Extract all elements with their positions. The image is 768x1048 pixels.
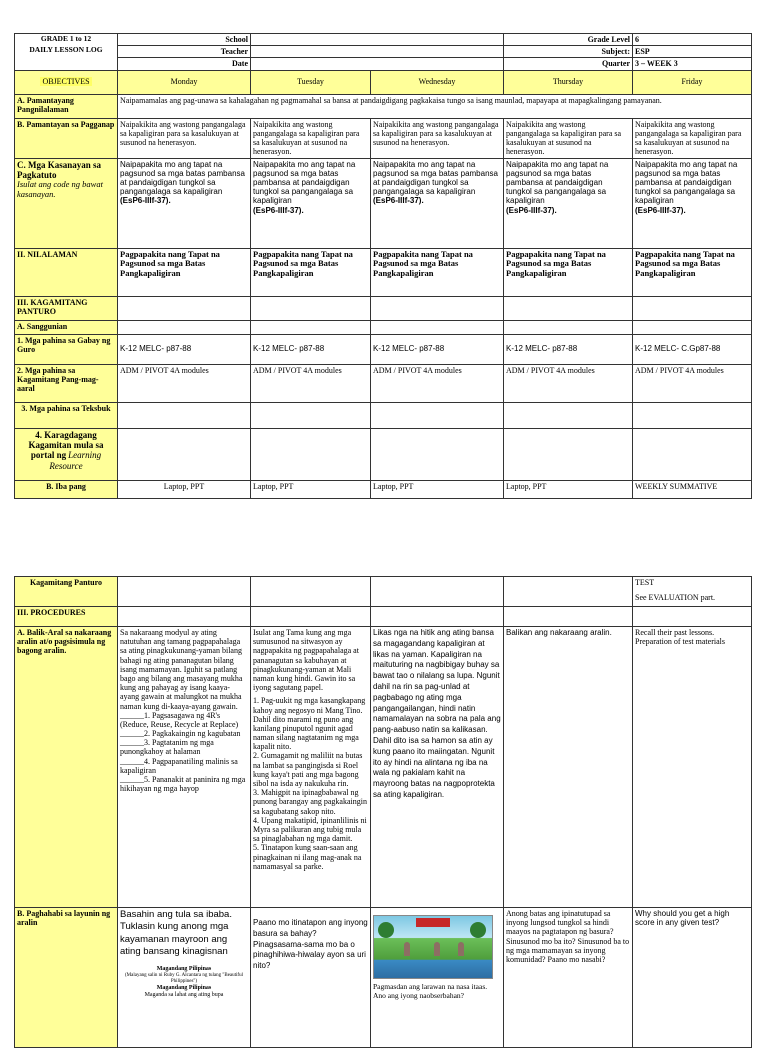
balik-aral-item: ______4. Pagpapanatiling malinis sa kapaligiran: [120, 756, 238, 775]
empty-cell: [118, 607, 251, 627]
person-shape: [404, 942, 410, 956]
empty-cell: [371, 577, 504, 607]
paghahabi-tuesday: Paano mo itinatapon ang inyong basura sa bahay? Pinagsasama-sama mo ba o pinaghihiwa-hiwalay ayon sa uri nito?: [251, 908, 371, 1048]
kasanayan-wednesday: [371, 158, 504, 248]
paghahabi-monday: [118, 908, 251, 1048]
balik-aral-wednesday: Likas nga na hitik ang ating bansa sa magagandang kapaligiran at likas na yaman. Kapaligiran na maituturing na nagbibigay buhay sa bawat tao o nilalang sa lupa. Ngunit dahil na rin sa pag-unlad at pagbabago ng ating mga pangangailangan, hindi natin namamalayan na sobra na pala ang pang-aabuso natin sa kalikasan. Dahil dito isa sa hamon sa atin ay kung paano ito maiingatan. Ngunit ito ay hindi na alintana ng iba na wala ng pakialam kahit na mayroong batas na nagpoprotekta sa ating kapaligiran.: [371, 627, 504, 908]
empty-cell: [251, 428, 371, 480]
kasanayan-sub: Isulat ang code ng bawat kasanayan.: [17, 179, 103, 200]
environment-picture: [373, 915, 493, 979]
school-value: [251, 34, 504, 46]
kasanayan-code: (EsP6-IIIf-37).: [120, 196, 171, 206]
kasanayan-friday: [633, 158, 752, 248]
nilalaman-friday: Pagpapakita nang Tapat na Pagsunod sa mga Batas Pangkapaligiran: [633, 248, 752, 296]
balik-aral-item: 3. Mahigpit na ipinagbabawal ng punong barangay ang pagkakaingin sa kagubatang sakop nito.: [253, 788, 367, 816]
empty-cell: [251, 296, 371, 320]
empty-cell: [633, 607, 752, 627]
empty-cell: [504, 577, 633, 607]
empty-cell: [118, 577, 251, 607]
school-label: School: [118, 34, 251, 46]
person-shape: [458, 942, 464, 956]
test-label: TEST: [635, 578, 655, 587]
date-value: [251, 58, 504, 70]
objectives-label: OBJECTIVES: [42, 77, 90, 87]
kasanayan-code: (EsP6-IIIf-37).: [253, 205, 304, 215]
poem-title: Magandang Pilipinas: [156, 966, 212, 973]
kasanayan-code: (EsP6-IIIf-37).: [373, 196, 424, 206]
subject-value: ESP: [633, 46, 752, 58]
date-label: Date: [118, 58, 251, 70]
pagganap-tuesday: Naipakikita ang wastong pangangalaga sa kapaligiran para sa kasalukuyan at susunod na henerasyon.: [251, 118, 371, 158]
pagganap-friday: Naipakikita ang wastong pangangalaga sa kapaligiran para sa kasalukuyan at susunod na henerasyon.: [633, 118, 752, 158]
gabay-wednesday: K-12 MELC- p87-88: [371, 334, 504, 364]
teacher-value: [251, 46, 504, 58]
pang-mag-aaral-monday: ADM / PIVOT 4A modules: [118, 364, 251, 402]
teksbuk-label: 3. Mga pahina sa Teksbuk: [15, 402, 118, 428]
empty-cell: [118, 296, 251, 320]
balik-aral-item: 2. Gumagamit ng maliliit na butas na lambat sa pangingisda si Roel kung kaya't pati ang mga bagong sibol na isda ay nakukuha rin.: [253, 751, 363, 788]
poem-line: Maganda sa lahat ang ating bupa: [144, 991, 224, 998]
empty-cell: [633, 428, 752, 480]
empty-cell: [504, 607, 633, 627]
karagdagang-kagamitan-cell: [15, 428, 118, 480]
empty-cell: [633, 402, 752, 428]
balik-aral-tuesday: [251, 627, 371, 908]
sanggunian-label: A. Sanggunian: [15, 320, 118, 334]
kasanayan-text: Naipapakita mo ang tapat na pagsunod sa mga batas pambansa at pandaigdigan tungkol sa pangangalaga sa kapaligiran: [253, 159, 356, 206]
day-header-wednesday: Wednesday: [371, 70, 504, 94]
kasanayan-tuesday: [251, 158, 371, 248]
gabay-friday: K-12 MELC- C.Gp87-88: [633, 334, 752, 364]
grade-range: GRADE 1 to 12: [40, 34, 92, 43]
iba-pang-wednesday: Laptop, PPT: [371, 480, 504, 498]
evaluation-note: See EVALUATION part.: [635, 593, 716, 603]
empty-cell: [504, 428, 633, 480]
empty-cell: [633, 296, 752, 320]
nilalaman-monday: Pagpapakita nang Tapat na Pagsunod sa mga Batas Pangkapaligiran: [118, 248, 251, 296]
balik-aral-intro: Sa nakaraang modyul ay ating natutuhan ang tamang pagpapahalaga sa ating pinagkukunang-yaman bilang bahagi ng ating pananagutan bilang isang mamamayan. Iguhit sa patlang bago ang bilang ang masayang mukha kung ang pahayag ay isang kaaya-ayang gawain at malungkot na mukha naman kung di-kaaya-ayang gawain.: [120, 628, 243, 711]
procedures-label: III. PROCEDURES: [15, 607, 118, 627]
balik-aral-item: ______5. Pananakit at paninira ng mga hikihayan ng mga hayop: [120, 775, 246, 794]
empty-cell: [371, 320, 504, 334]
paghahabi-friday: Why should you get a high score in any given test?: [633, 908, 752, 1048]
balik-aral-item: 4. Upang makatipid, ipinanlilinis ni Myra sa palikuran ang tubig mula sa pinaglabahan ng mga damit.: [253, 815, 367, 844]
kasanayan-label: C. Mga Kasanayan sa Pagkatuto: [17, 159, 102, 180]
poem-title-2: Magandang Pilipinas: [156, 984, 212, 991]
kasanayan-text: Naipapakita mo ang tapat na pagsunod sa mga batas pambansa at pandaigdigan tungkol sa pangangalaga sa kapaligiran: [506, 159, 609, 206]
balik-aral-item: ______1. Pagsasagawa ng 4R's (Reduce, Reuse, Recycle at Replace): [120, 710, 239, 729]
kagamitang-panturo-label-2: Kagamitang Panturo: [15, 577, 118, 607]
grade-level-label: Grade Level: [504, 34, 633, 46]
empty-cell: [251, 402, 371, 428]
nilalaman-tuesday: Pagpapakita nang Tapat na Pagsunod sa mga Batas Pangkapaligiran: [251, 248, 371, 296]
balik-aral-friday: Recall their past lessons. Preparation of test materials: [633, 627, 752, 908]
paghahabi-thursday: Anong batas ang ipinatutupad sa inyong lungsod tungkol sa hindi maayos na pagtatapon ng basura? Sinusunod mo ba ito? Sinusunod ba to ng mga mamamayan sa inyong komunidad? Paano mo nasabi?: [504, 908, 633, 1048]
lesson-log-table-procedures: [14, 576, 752, 1048]
kasanayan-text: Naipapakita mo ang tapat na pagsunod sa mga batas pambansa at pandaigdigan tungkol sa pangangalaga sa kapaligiran: [635, 159, 738, 206]
balik-aral-item: 1. Pag-uukit ng mga kasangkapang kahoy ang negosyo ni Mang Tino. Dahil dito marami ng puno ang kanilang pinuputol ngunit agad naman silang nagtatanim ng mga kapalit nito.: [253, 696, 366, 752]
iba-pang-label: B. Iba pang: [15, 480, 118, 498]
pamantayang-pangnilalaman-label: A. Pamantayang Pangnilalaman: [15, 94, 118, 118]
empty-cell: [251, 320, 371, 334]
nilalaman-thursday: Pagpapakita nang Tapat na Pagsunod sa mga Batas Pangkapaligiran: [504, 248, 633, 296]
kasanayan-label-cell: [15, 158, 118, 248]
grade-level-value: 6: [633, 34, 752, 46]
pamantayan-sa-pagganap-label: B. Pamantayan sa Pagganap: [15, 118, 118, 158]
log-title: DAILY LESSON LOG: [29, 44, 103, 54]
empty-cell: [118, 402, 251, 428]
iba-pang-tuesday: Laptop, PPT: [251, 480, 371, 498]
kasanayan-thursday: [504, 158, 633, 248]
tree-shape: [378, 922, 394, 938]
gabay-monday: K-12 MELC- p87-88: [118, 334, 251, 364]
empty-cell: [504, 402, 633, 428]
kasanayan-text: Naipapakita mo ang tapat na pagsunod sa mga batas pambansa at pandaigdigan tungkol sa pangangalaga sa kapaligiran: [373, 159, 498, 197]
paghahabi-intro: Basahin ang tula sa ibaba. Tuklasin kung anong mga kayamanan mayroon ang ating bansang kinagisnan: [120, 909, 232, 958]
karagdagang-kagamitan-label: 4. Karagdagang Kagamitan mula sa portal ng: [28, 429, 104, 461]
balik-aral-label: A. Balik-Aral sa nakaraang aralin at/o pagsisimula ng bagong aralin.: [15, 627, 118, 908]
empty-cell: [371, 428, 504, 480]
pamantayang-pangnilalaman-content: Naipamamalas ang pag-unawa sa kahalagahan ng pagmamahal sa bansa at pandaigdigang pagkakaisa tungo sa isang maunlad, mapayapa at mapagkalingang pamayanan.: [118, 94, 752, 118]
pagganap-thursday: Naipakikita ang wastong pangangalaga sa kapaligiran para sa kasalukuyan at susunod na henerasyon.: [504, 118, 633, 158]
empty-cell: [118, 320, 251, 334]
quarter-label: Quarter: [504, 58, 633, 70]
empty-cell: [251, 607, 371, 627]
quarter-value: 3 – WEEK 3: [633, 58, 752, 70]
empty-cell: [504, 296, 633, 320]
pang-mag-aaral-friday: ADM / PIVOT 4A modules: [633, 364, 752, 402]
teacher-label: Teacher: [118, 46, 251, 58]
log-title-cell: [15, 34, 118, 71]
subject-label: Subject:: [504, 46, 633, 58]
pang-mag-aaral-wednesday: ADM / PIVOT 4A modules: [371, 364, 504, 402]
tree-shape: [470, 922, 486, 938]
empty-cell: [371, 607, 504, 627]
nilalaman-label: II. NILALAMAN: [15, 248, 118, 296]
empty-cell: [251, 577, 371, 607]
balik-aral-monday: [118, 627, 251, 908]
learning-resource-label: Learning Resource: [49, 450, 102, 471]
balik-aral-intro: Isulat ang Tama kung ang mga sumusunod na sitwasyon ay nagpapakita ng pagpapahalaga at pananagutan sa kabuhayan at pinagkukunang-yaman at Mali naman kung hindi. Gawin ito sa iyong sagutang papel.: [253, 628, 359, 693]
kasanayan-code: (EsP6-IIIf-37).: [506, 205, 557, 215]
poem-credit: (Malayang salin ni Ruby G. Alcantara ng tulang "Beautiful Philippines"): [125, 973, 243, 985]
balik-aral-item: ______2. Pagkakaingin ng kagubatan: [120, 729, 241, 739]
empty-cell: [371, 402, 504, 428]
pang-mag-aaral-tuesday: ADM / PIVOT 4A modules: [251, 364, 371, 402]
test-cell: [633, 577, 752, 607]
pang-mag-aaral-thursday: ADM / PIVOT 4A modules: [504, 364, 633, 402]
kasanayan-text: Naipapakita mo ang tapat na pagsunod sa mga batas pambansa at pandaigdigan tungkol sa pangangalaga sa kapaligiran: [120, 159, 245, 197]
gabay-tuesday: K-12 MELC- p87-88: [251, 334, 371, 364]
iba-pang-friday: WEEKLY SUMMATIVE: [633, 480, 752, 498]
gabay-thursday: K-12 MELC- p87-88: [504, 334, 633, 364]
nilalaman-wednesday: Pagpapakita nang Tapat na Pagsunod sa mga Batas Pangkapaligiran: [371, 248, 504, 296]
pagganap-wednesday: Naipakikita ang wastong pangangalaga sa kapaligiran para sa kasalukuyan at susunod na henerasyon.: [371, 118, 504, 158]
sign-shape: [416, 918, 450, 927]
pagganap-monday: Naipakikita ang wastong pangangalaga sa kapaligiran para sa kasalukuyan at susunod na henerasyon.: [118, 118, 251, 158]
empty-cell: [504, 320, 633, 334]
balik-aral-thursday: Balikan ang nakaraang aralin.: [504, 627, 633, 908]
balik-aral-item: ______3. Pagtatanim ng mga punongkahoy at halaman: [120, 738, 214, 757]
kagamitang-pang-mag-aaral-label: 2. Mga pahina sa Kagamitang Pang-mag-aaral: [15, 364, 118, 402]
empty-cell: [371, 296, 504, 320]
person-shape: [434, 942, 440, 956]
kasanayan-monday: [118, 158, 251, 248]
lesson-log-table-objectives: [14, 33, 752, 499]
empty-cell: [118, 428, 251, 480]
day-header-friday: Friday: [633, 70, 752, 94]
paghahabi-label: B. Paghahabi sa layunin ng aralin: [15, 908, 118, 1048]
day-header-thursday: Thursday: [504, 70, 633, 94]
empty-cell: [633, 320, 752, 334]
iba-pang-thursday: Laptop, PPT: [504, 480, 633, 498]
paghahabi-wednesday: [371, 908, 504, 1048]
day-header-tuesday: Tuesday: [251, 70, 371, 94]
kagamitang-panturo-label: III. KAGAMITANG PANTURO: [15, 296, 118, 320]
balik-aral-item: 5. Tinatapon kung saan-saan ang pinagkainan ni ilang mag-anak na namamasyal sa parke.: [253, 843, 362, 871]
gabay-ng-guro-label: 1. Mga pahina sa Gabay ng Guro: [15, 334, 118, 364]
paghahabi-wednesday-text: Pagmasdan ang larawan na nasa itaas. Ano ang iyong naobserbahan?: [373, 982, 488, 1000]
objectives-label-cell: [15, 70, 118, 94]
kasanayan-code: (EsP6-IIIf-37).: [635, 205, 686, 215]
iba-pang-monday: Laptop, PPT: [118, 480, 251, 498]
day-header-monday: Monday: [118, 70, 251, 94]
